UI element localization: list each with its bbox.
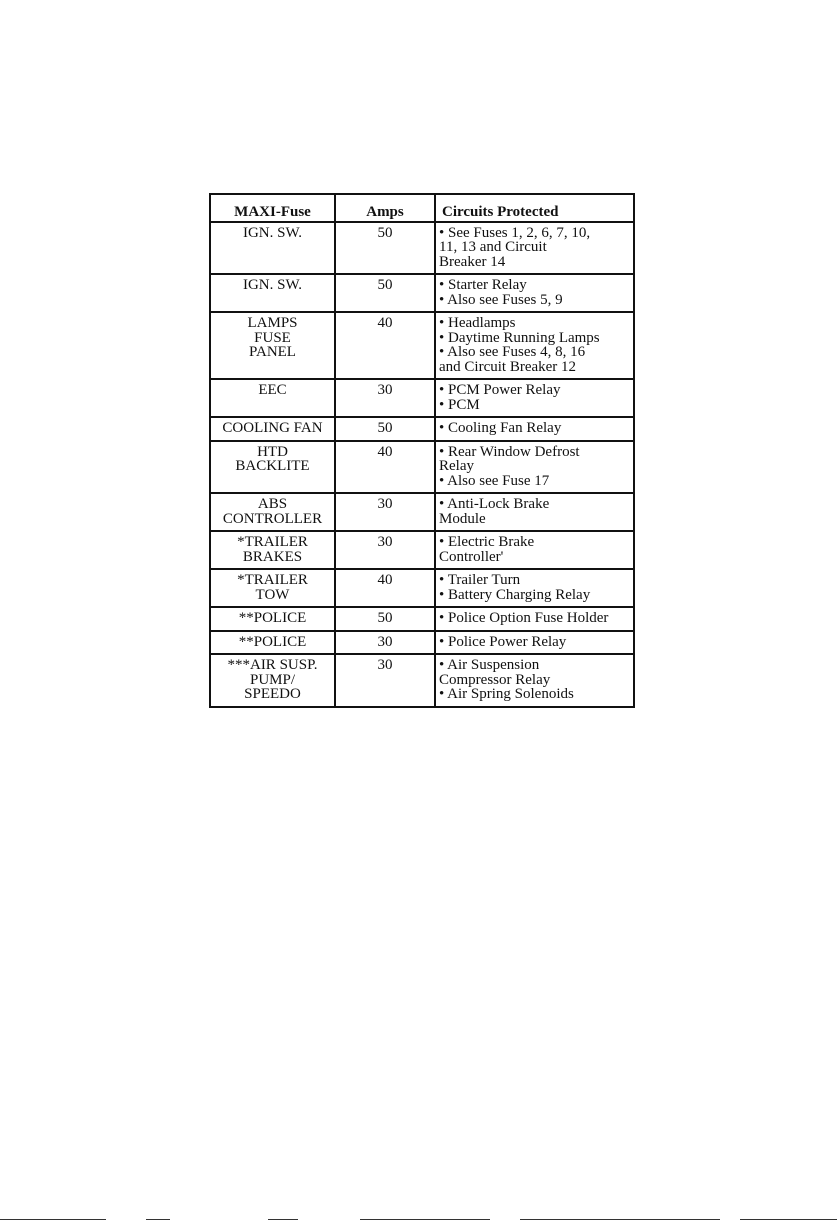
amps-cell: 40	[335, 569, 435, 607]
circuit-item: • Air Suspension Compressor Relay	[439, 657, 551, 688]
circuit-item: • Daytime Running Lamps	[439, 329, 600, 346]
circuits-protected-cell	[435, 274, 634, 312]
amps-cell: 30	[335, 531, 435, 569]
circuit-item: • See Fuses 1, 2, 6, 7, 10, 11, 13 and Circuit Breaker 14	[439, 224, 591, 270]
amps-cell: 50	[335, 607, 435, 631]
header-maxi-fuse: MAXI-Fuse	[210, 194, 335, 222]
edge-mark	[520, 1219, 720, 1220]
fuse-name-cell: **POLICE	[210, 631, 335, 655]
circuit-item: • Police Power Relay	[439, 633, 567, 650]
amps-cell: 30	[335, 493, 435, 531]
table-row	[210, 222, 634, 275]
header-circuits-protected: Circuits Protected	[435, 194, 634, 222]
circuits-protected-cell	[435, 222, 634, 275]
fuse-name-cell: EEC	[210, 379, 335, 417]
fuse-name-cell: IGN. SW.	[210, 222, 335, 275]
circuit-item: • Battery Charging Relay	[439, 586, 591, 603]
circuit-item: • Trailer Turn	[439, 572, 521, 588]
amps-cell: 50	[335, 274, 435, 312]
header-amps: Amps	[335, 194, 435, 222]
circuit-item: • Air Spring Solenoids	[439, 686, 574, 702]
table-row	[210, 569, 634, 607]
circuits-protected-cell	[435, 493, 634, 531]
circuit-item: • PCM Power Relay	[439, 382, 561, 398]
amps-cell: 30	[335, 654, 435, 707]
circuit-item: • Starter Relay	[439, 277, 527, 293]
circuit-item: • Also see Fuses 4, 8, 16 and Circuit Breaker 12	[439, 344, 586, 375]
circuit-item: • Anti-Lock Brake Module	[439, 496, 550, 527]
edge-mark	[268, 1219, 298, 1220]
circuit-item: • PCM	[439, 396, 480, 413]
circuits-protected-cell	[435, 441, 634, 494]
fuse-name-cell: *TRAILER TOW	[210, 569, 335, 607]
circuit-item: • Electric Brake Controller'	[439, 534, 535, 565]
circuit-item: • Headlamps	[439, 315, 516, 331]
circuits-protected-cell	[435, 631, 634, 655]
fuse-name-cell: *TRAILER BRAKES	[210, 531, 335, 569]
circuit-item: • Also see Fuses 5, 9	[439, 291, 563, 308]
circuit-item: • Also see Fuse 17	[439, 472, 550, 489]
fuse-name-cell: IGN. SW.	[210, 274, 335, 312]
table-row	[210, 531, 634, 569]
circuits-protected-cell	[435, 379, 634, 417]
table-row	[210, 654, 634, 707]
circuit-item: • Police Option Fuse Holder	[439, 610, 609, 626]
circuits-protected-cell	[435, 417, 634, 441]
table-row	[210, 417, 634, 441]
fuse-name-cell: HTD BACKLITE	[210, 441, 335, 494]
table-row	[210, 607, 634, 631]
table-body	[210, 222, 634, 707]
table-header-row	[210, 194, 634, 222]
table-row	[210, 274, 634, 312]
page-edge-marks	[0, 1219, 837, 1221]
amps-cell: 30	[335, 379, 435, 417]
table-row	[210, 379, 634, 417]
fuse-name-cell: ABS CONTROLLER	[210, 493, 335, 531]
edge-mark	[360, 1219, 490, 1220]
table-row	[210, 631, 634, 655]
edge-mark	[146, 1219, 170, 1220]
circuits-protected-cell	[435, 569, 634, 607]
circuit-item: • Cooling Fan Relay	[439, 420, 562, 436]
table-row	[210, 441, 634, 494]
table-row	[210, 493, 634, 531]
circuits-protected-cell	[435, 607, 634, 631]
edge-mark	[740, 1219, 837, 1220]
circuits-protected-cell	[435, 312, 634, 379]
amps-cell: 40	[335, 441, 435, 494]
amps-cell: 50	[335, 222, 435, 275]
fuse-name-cell: LAMPS FUSE PANEL	[210, 312, 335, 379]
fuse-name-cell: **POLICE	[210, 607, 335, 631]
circuit-item: • Rear Window Defrost Relay	[439, 443, 580, 474]
table-row	[210, 312, 634, 379]
circuits-protected-cell	[435, 654, 634, 707]
fuse-name-cell: ***AIR SUSP. PUMP/ SPEEDO	[210, 654, 335, 707]
edge-mark	[0, 1219, 106, 1220]
amps-cell: 30	[335, 631, 435, 655]
fuse-name-cell: COOLING FAN	[210, 417, 335, 441]
circuits-protected-cell	[435, 531, 634, 569]
maxi-fuse-table	[209, 193, 635, 708]
amps-cell: 50	[335, 417, 435, 441]
amps-cell: 40	[335, 312, 435, 379]
